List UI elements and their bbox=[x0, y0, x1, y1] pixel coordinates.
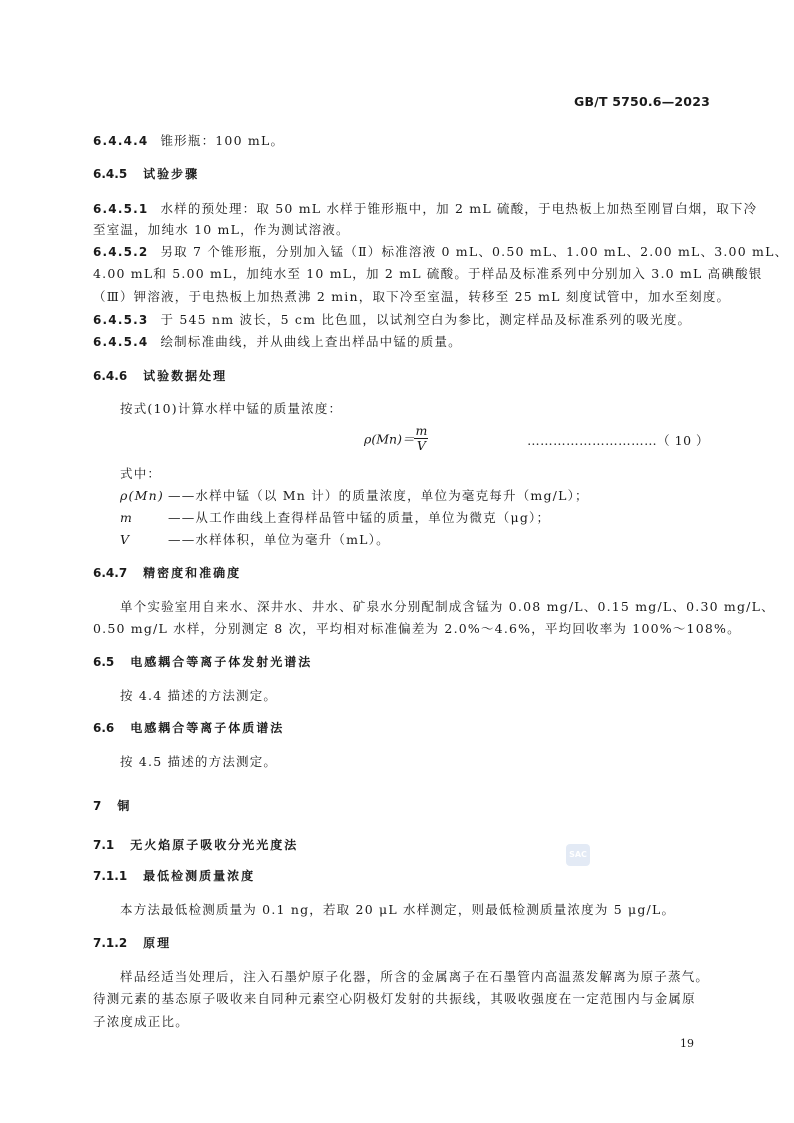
section-number: 7.1.2 bbox=[93, 936, 128, 950]
formula-denominator: V bbox=[416, 438, 426, 453]
section-number: 6.6 bbox=[93, 721, 115, 735]
definition-text: ——水样体积，单位为毫升（mL）。 bbox=[168, 532, 390, 547]
section-number: 6.4.6 bbox=[93, 369, 128, 383]
clause-number: 6.4.5.3 bbox=[93, 313, 149, 327]
where-label: 式中： bbox=[120, 466, 162, 481]
definition-symbol: m bbox=[120, 510, 134, 525]
section-6-4-6-heading bbox=[93, 367, 227, 384]
section-7-1-2-heading bbox=[93, 934, 171, 951]
clause-6-4-5-4 bbox=[93, 332, 462, 350]
definition-v bbox=[120, 530, 390, 548]
section-6-5-heading bbox=[93, 653, 312, 670]
section-number: 6.5 bbox=[93, 655, 115, 669]
formula-10 bbox=[364, 424, 428, 453]
definition-symbol: V bbox=[120, 532, 131, 547]
clause-number: 6.4.4.4 bbox=[93, 134, 149, 148]
clause-6-4-5-2-line3: （Ⅲ）钾溶液，于电热板上加热煮沸 2 min，取下冷至室温，转移至 25 mL 刻度试管中，加水至刻度。 bbox=[93, 289, 731, 304]
clause-text: 绘制标准曲线，并从曲线上查出样品中锰的质量。 bbox=[160, 334, 462, 349]
section-number: 7.1 bbox=[93, 838, 115, 852]
formula-number: …………………………（ 10 ） bbox=[527, 433, 709, 448]
clause-number: 6.4.5.4 bbox=[93, 335, 149, 349]
definition-text: ——水样中锰（以 Mn 计）的质量浓度，单位为毫克每升（mg/L）； bbox=[168, 488, 589, 503]
clause-6-4-5-1-line2: 至室温，加纯水 10 mL，作为测试溶液。 bbox=[93, 222, 350, 237]
clause-text: 于 545 nm 波长，5 cm 比色皿，以试剂空白为参比，测定样品及标准系列的吸光度。 bbox=[160, 312, 692, 327]
principle-line3: 子浓度成正比。 bbox=[93, 1014, 189, 1029]
precision-line2: 0.50 mg/L 水样，分别测定 8 次，平均相对标准偏差为 2.0%～4.6%，平均回收率为 100%～108%。 bbox=[93, 621, 741, 636]
clause-6-4-5-3 bbox=[93, 310, 691, 328]
clause-6-4-5-1-line1 bbox=[93, 199, 757, 217]
clause-6-4-5-2-line1 bbox=[93, 242, 788, 260]
definition-symbol: ρ(Mn) bbox=[120, 488, 164, 503]
section-6-4-5-heading bbox=[93, 165, 199, 182]
formula-fraction bbox=[414, 424, 428, 453]
section-title: 试验步骤 bbox=[143, 167, 200, 181]
section-title: 原理 bbox=[143, 936, 172, 950]
section-number: 6.4.7 bbox=[93, 566, 128, 580]
formula-lhs: ρ(Mn)＝ bbox=[364, 431, 415, 447]
section-number: 6.4.5 bbox=[93, 167, 128, 181]
page-number: 19 bbox=[680, 1037, 694, 1050]
section-6-4-7-heading bbox=[93, 564, 241, 581]
chapter-number: 7 bbox=[93, 799, 102, 813]
section-7-1-1-text: 本方法最低检测质量为 0.1 ng，若取 20 μL 水样测定，则最低检测质量浓度为 5 μg/L。 bbox=[120, 902, 676, 917]
formula-numerator: m bbox=[415, 423, 428, 438]
section-title: 精密度和准确度 bbox=[143, 566, 242, 580]
section-title: 无火焰原子吸收分光光度法 bbox=[130, 838, 299, 852]
principle-line2: 待测元素的基态原子吸收来自同种元素空心阴极灯发射的共振线，其吸收强度在一定范围内与金属原 bbox=[93, 991, 696, 1006]
section-title: 最低检测质量浓度 bbox=[143, 869, 256, 883]
section-title: 试验数据处理 bbox=[143, 369, 228, 383]
clause-text: 水样的预处理：取 50 mL 水样于锥形瓶中，加 2 mL 硫酸，于电热板上加热至刚冒白烟，取下冷 bbox=[160, 201, 758, 216]
standard-code: GB/T 5750.6—2023 bbox=[574, 94, 710, 109]
section-6-6-text: 按 4.5 描述的方法测定。 bbox=[120, 754, 278, 769]
clause-text: 锥形瓶：100 mL。 bbox=[160, 133, 285, 148]
definition-m bbox=[120, 508, 550, 526]
definition-text: ——从工作曲线上查得样品管中锰的质量，单位为微克（μg）； bbox=[168, 510, 551, 525]
sac-watermark-logo: SAC bbox=[566, 844, 590, 866]
clause-6-4-4-4 bbox=[93, 131, 284, 149]
section-number: 7.1.1 bbox=[93, 869, 128, 883]
section-7-1-heading bbox=[93, 836, 298, 853]
principle-line1: 样品经适当处理后，注入石墨炉原子化器，所含的金属离子在石墨管内高温蒸发解离为原子蒸气。 bbox=[120, 969, 710, 984]
section-6-5-text: 按 4.4 描述的方法测定。 bbox=[120, 688, 278, 703]
section-title: 电感耦合等离子体质谱法 bbox=[130, 721, 285, 735]
clause-number: 6.4.5.1 bbox=[93, 202, 149, 216]
section-7-1-1-heading bbox=[93, 867, 255, 884]
section-6-6-heading bbox=[93, 719, 284, 736]
section-title: 电感耦合等离子体发射光谱法 bbox=[130, 655, 313, 669]
precision-line1: 单个实验室用自来水、深井水、井水、矿泉水分别配制成含锰为 0.08 mg/L、0.15 mg/L、0.30 mg/L、 bbox=[120, 599, 775, 614]
formula-intro: 按式(10)计算水样中锰的质量浓度： bbox=[120, 401, 343, 416]
chapter-7-heading bbox=[93, 797, 131, 814]
clause-number: 6.4.5.2 bbox=[93, 245, 149, 259]
chapter-title: 铜 bbox=[117, 799, 132, 813]
definition-rho bbox=[120, 486, 589, 504]
clause-text: 另取 7 个锥形瓶，分别加入锰（Ⅱ）标准溶液 0 mL、0.50 mL、1.00 mL、2.00 mL、3.00 mL、 bbox=[160, 244, 789, 259]
clause-6-4-5-2-line2: 4.00 mL和 5.00 mL，加纯水至 10 mL，加 2 mL 硫酸。于样品及标准系列中分别加入 3.0 mL 高碘酸银 bbox=[93, 266, 763, 281]
